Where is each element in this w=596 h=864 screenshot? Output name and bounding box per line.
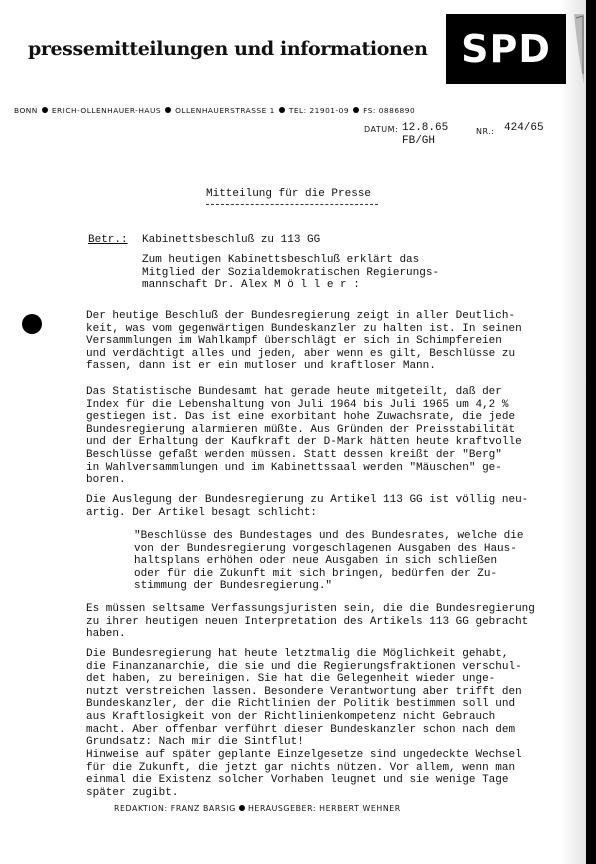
datum-value: 12.8.65	[402, 122, 449, 134]
body-paragraph-5: Die Bundesregierung hat heute letztmalig die Möglichkeit gehabt, die Finanzanarchie, die sie und die Regierungsfraktionen verschul- det haben, zu bereinigen. Sie hat die Gelegenheit wieder unge- nutzt verstreichen lassen. Besondere Verantwortung aber trifft den Bundeskanzler, der die Richtlinien der Politik bestimmen soll und aus Kraftlosigkeit von der Richtlinienkompetenz nicht Gebrauch macht. Aber offenbar verführt dieser Bundeskanzler schon nach dem Grundsatz: Nach mir die Sintflut!	[86, 648, 522, 749]
spd-logo: SPD	[446, 14, 566, 84]
bullet-icon	[239, 805, 245, 811]
reference-initials: FB/GH	[402, 135, 436, 147]
bullet-icon	[353, 107, 359, 113]
bullet-icon	[279, 107, 285, 113]
body-paragraph-4: Es müssen seltsame Verfassungsjuristen sein, die die Bundesregierung zu ihrer heutigen neuen Interpretation des Artikels 113 GG gebracht haben.	[86, 603, 535, 641]
masthead-title: pressemitteilungen und informationen	[28, 38, 428, 60]
scan-shadow	[560, 0, 586, 864]
body-paragraph-2: Das Statistische Bundesamt hat gerade heute mitgeteilt, daß der Index für die Lebenshaltung von Juli 1964 bis Juli 1965 um 4,2 % gestiegen ist. Das ist eine exorbitant hohe Zuwachsrate, die jede Bundesregierung alarmieren müßte. Aus Gründen der Preisstabilität und der Erhaltung der Kaufkraft der D-Mark hätten heute kraftvolle Beschlüsse gefaßt werden müssen. Statt dessen kreißt der "Berg" in Wahlversammlungen und im Kabinettssaal werden "Mäuschen" ge- boren.	[86, 386, 522, 487]
page-curl-mark	[572, 14, 586, 84]
scan-border	[586, 0, 596, 864]
datum-label: DATUM:	[364, 125, 399, 134]
address-tel: TEL: 21901-09	[288, 106, 350, 115]
bullet-icon	[42, 107, 48, 113]
address-building: ERICH-OLLENHAUER-HAUS	[51, 106, 162, 115]
footer-credits	[114, 804, 401, 813]
bullet-icon	[165, 107, 171, 113]
body-paragraph-1: Der heutige Beschluß der Bundesregierung zeigt in aller Deutlich- keit, was vom gegenwärtigen Bundeskanzler zu halten ist. In seinen Versammlungen im Wahlkampf überschlägt er sich in Schimpfereien und verdächtigt alles und jeden, aber wenn es gilt, Beschlüsse zu fassen, dann ist er ein mutloser und kraftloser Mann.	[86, 310, 522, 373]
footer-herausgeber: HERAUSGEBER: HERBERT WEHNER	[247, 804, 401, 813]
article-quote: "Beschlüsse des Bundestages und des Bundesrates, welche die von der Bundesregierung vorgeschlagenen Ausgaben des Haus- haltsplans erhöhen oder neue Ausgaben in sich schließen oder für die Zukunft mit sich bringen, bedürfen der Zu- stimmung der Bundesregierung."	[134, 530, 524, 593]
footer-redaktion: REDAKTION: FRANZ BARSIG	[114, 804, 236, 813]
document-heading: Mitteilung für die Presse	[206, 188, 372, 200]
body-paragraph-6: Hinweise auf später geplante Einzelgesetze sind ungedeckte Wechsel für die Zukunft, die jetzt gar nichts nützen. Vor allem, wenn man einmal die Existenz solcher Vorhaben leugnet und sie wenige Tage später zugibt.	[86, 749, 522, 799]
address-line	[14, 106, 584, 115]
body-paragraph-3: Die Auslegung der Bundesregierung zu Artikel 113 GG ist völlig neu- artig. Der Artikel besagt schlicht:	[86, 494, 529, 519]
betr-subject: Kabinettsbeschluß zu 113 GG	[142, 234, 321, 246]
address-city: BONN	[14, 106, 38, 115]
address-fs: FS: 0886890	[363, 106, 416, 115]
punch-hole	[22, 314, 42, 334]
nr-value: 424/65	[504, 122, 544, 134]
betr-label: Betr.:	[88, 234, 128, 246]
intro-paragraph: Zum heutigen Kabinettsbeschluß erklärt das Mitglied der Sozialdemokratischen Regierungs- mannschaft Dr. Alex M ö l l e r :	[142, 254, 440, 292]
heading-underline	[206, 204, 378, 205]
nr-label: NR.:	[476, 127, 495, 136]
address-street: OLLENHAUERSTRASSE 1	[175, 106, 275, 115]
